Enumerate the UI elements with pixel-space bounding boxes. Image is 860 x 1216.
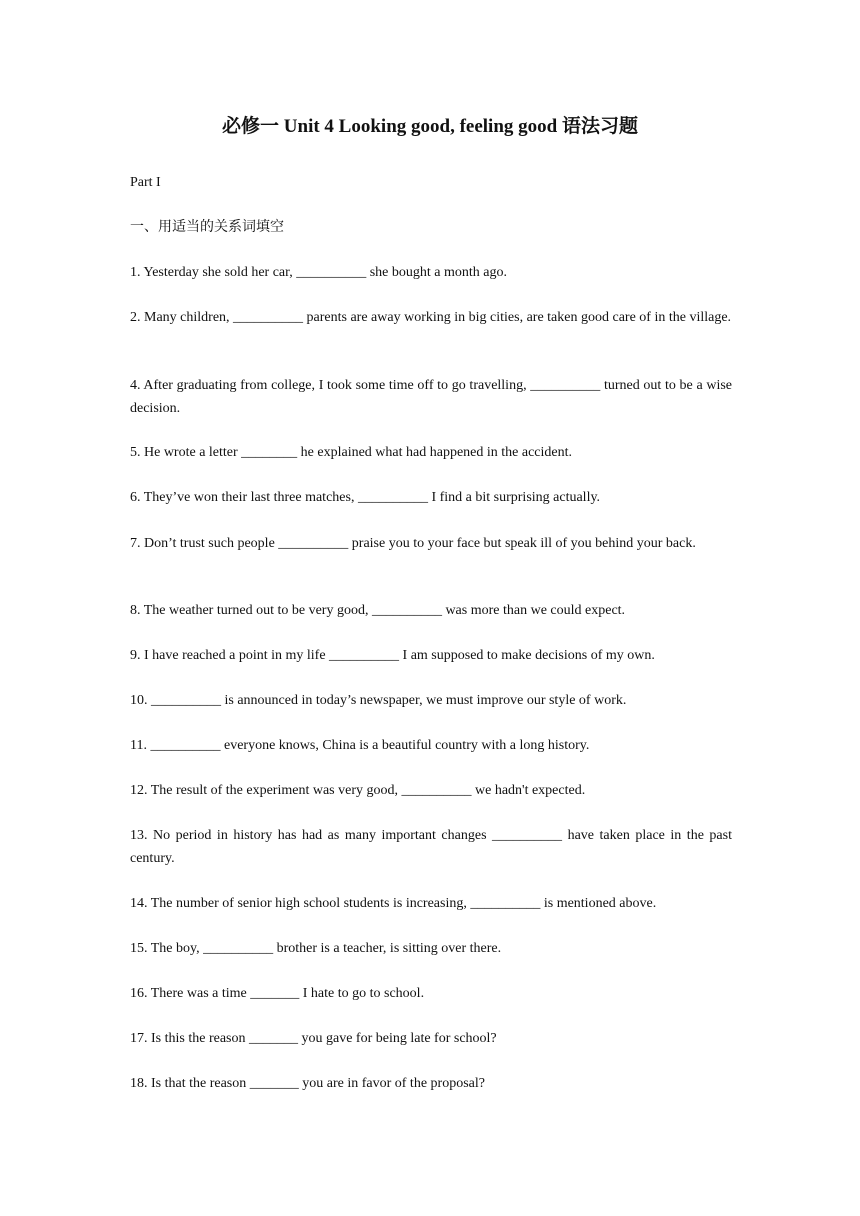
question-item: 18. Is that the reason _______ you are in favor of the proposal? bbox=[130, 1076, 485, 1091]
question-item: 7. Don’t trust such people __________ praise you to your face but speak ill of you behind your back. bbox=[130, 536, 696, 551]
question-item: 1. Yesterday she sold her car, __________ she bought a month ago. bbox=[130, 265, 507, 280]
question-item: 17. Is this the reason _______ you gave for being late for school? bbox=[130, 1031, 497, 1046]
question-item: 4. After graduating from college, I took some time off to go travelling, __________ turned out to be a wise decision. bbox=[130, 378, 732, 416]
question-item: 6. They’ve won their last three matches, __________ I find a bit surprising actually. bbox=[130, 490, 601, 505]
part-label: Part I bbox=[130, 175, 161, 190]
question-item: 5. He wrote a letter ________ he explained what had happened in the accident. bbox=[130, 445, 573, 460]
page-title: 必修一 Unit 4 Looking good, feeling good 语法习题 bbox=[222, 116, 638, 137]
question-item: 10. __________ is announced in today’s newspaper, we must improve our style of work. bbox=[130, 693, 627, 708]
question-item: 9. I have reached a point in my life __________ I am supposed to make decisions of my own. bbox=[130, 648, 655, 663]
question-item: 14. The number of senior high school students is increasing, __________ is mentioned above. bbox=[130, 896, 657, 911]
section-heading: 一、用适当的关系词填空 bbox=[130, 220, 284, 235]
question-item: 15. The boy, __________ brother is a teacher, is sitting over there. bbox=[130, 941, 502, 956]
question-item: 12. The result of the experiment was very good, __________ we hadn't expected. bbox=[130, 783, 586, 798]
question-item: 8. The weather turned out to be very good, __________ was more than we could expect. bbox=[130, 603, 626, 618]
question-item: 11. __________ everyone knows, China is a beautiful country with a long history. bbox=[130, 738, 590, 753]
question-item: 13. No period in history has had as many important changes __________ have taken place in the past century. bbox=[130, 828, 732, 866]
question-item: 2. Many children, __________ parents are away working in big cities, are taken good care of in the village. bbox=[130, 310, 732, 325]
question-item: 16. There was a time _______ I hate to go to school. bbox=[130, 986, 425, 1001]
